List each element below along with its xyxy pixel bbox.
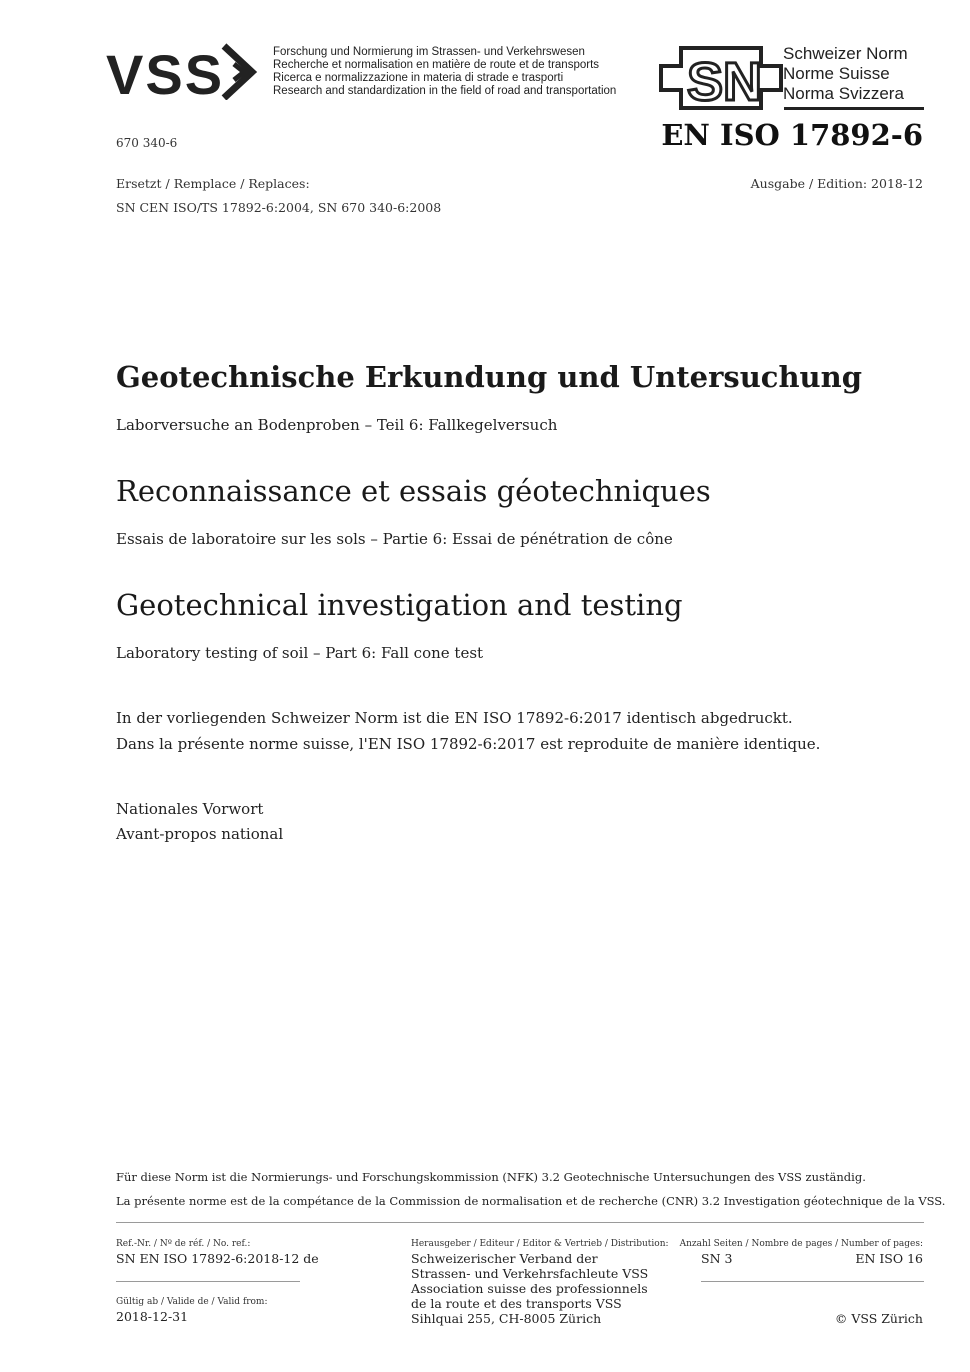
title-german: Geotechnische Erkundung und Untersuchung	[116, 360, 862, 394]
vss-tagline-fr: Recherche et normalisation en matière de route et de transports	[273, 59, 600, 71]
valid-from-value: 2018-12-31	[116, 1309, 189, 1324]
subtitle-german: Laborversuche an Bodenproben – Teil 6: Fallkegelversuch	[116, 416, 558, 434]
reference-divider	[116, 1281, 300, 1282]
title-english: Geotechnical investigation and testing	[116, 588, 683, 622]
sn-logo-underline	[784, 107, 924, 110]
publisher-line: de la route et des transports VSS	[411, 1296, 622, 1311]
page-count-label: Anzahl Seiten / Nombre de pages / Number of pages:	[679, 1239, 923, 1249]
reference-label: Ref.-Nr. / Nº de réf. / No. ref.:	[116, 1239, 251, 1249]
sn-swiss-cross-logo	[657, 44, 785, 112]
copyright: © VSS Zürich	[834, 1311, 923, 1326]
vss-tagline-en: Research and standardization in the field of road and transportation	[273, 85, 617, 97]
page-count-en: EN ISO 16	[855, 1251, 923, 1266]
national-foreword-german: Nationales Vorwort	[116, 800, 264, 818]
replaces-value: SN CEN ISO/TS 17892-6:2004, SN 670 340-6:2008	[116, 200, 442, 215]
page-count-sn: SN 3	[701, 1251, 733, 1266]
replaces-label: Ersetzt / Remplace / Replaces:	[116, 176, 310, 191]
sn-word-it: Norma Svizzera	[783, 84, 904, 103]
publisher-line: Schweizerischer Verband der	[411, 1251, 598, 1266]
identity-note-german: In der vorliegenden Schweizer Norm ist die EN ISO 17892-6:2017 identisch abgedruckt.	[116, 709, 793, 727]
publisher-address: Sihlquai 255, CH-8005 Zürich	[411, 1311, 602, 1326]
national-foreword-french: Avant-propos national	[116, 825, 284, 843]
commission-note-german: Für diese Norm ist die Normierungs- und Forschungskommission (NFK) 3.2 Geotechnische Untersuchungen des VSS zuständig.	[116, 1170, 866, 1184]
sn-logo-text: SN	[687, 52, 763, 112]
footer-divider	[116, 1222, 924, 1223]
edition-date: Ausgabe / Edition: 2018-12	[750, 176, 923, 191]
subtitle-english: Laboratory testing of soil – Part 6: Fall cone test	[116, 644, 484, 662]
vss-tagline-de: Forschung und Normierung im Strassen- und Verkehrswesen	[273, 46, 585, 58]
page-count-divider	[701, 1281, 924, 1282]
document-number: 670 340-6	[116, 136, 178, 150]
commission-note-french: La présente norme est de la compétance de la Commission de normalisation et de recherche (CNR) 3.2 Investigation géotechnique de la VSS.	[116, 1194, 946, 1208]
sn-word-fr: Norme Suisse	[783, 64, 890, 83]
publisher-label: Herausgeber / Editeur / Editor & Vertrieb / Distribution:	[411, 1239, 669, 1249]
vss-tagline-it: Ricerca e normalizzazione in materia di strade e trasporti	[273, 72, 564, 84]
publisher-line: Strassen- und Verkehrsfachleute VSS	[411, 1266, 649, 1281]
valid-from-label: Gültig ab / Valide de / Valid from:	[116, 1297, 268, 1307]
reference-value: SN EN ISO 17892-6:2018-12 de	[116, 1251, 319, 1266]
standard-title: EN ISO 17892-6	[661, 118, 923, 152]
publisher-line: Association suisse des professionnels	[411, 1281, 648, 1296]
sn-word-de: Schweizer Norm	[783, 44, 908, 63]
subtitle-french: Essais de laboratoire sur les sols – Partie 6: Essai de pénétration de cône	[116, 530, 673, 548]
identity-note-french: Dans la présente norme suisse, l'EN ISO 17892-6:2017 est reproduite de manière identique.	[116, 735, 821, 753]
vss-logo-text: VSS	[106, 43, 225, 100]
vss-logo	[106, 42, 266, 100]
title-french: Reconnaissance et essais géotechniques	[116, 474, 711, 508]
